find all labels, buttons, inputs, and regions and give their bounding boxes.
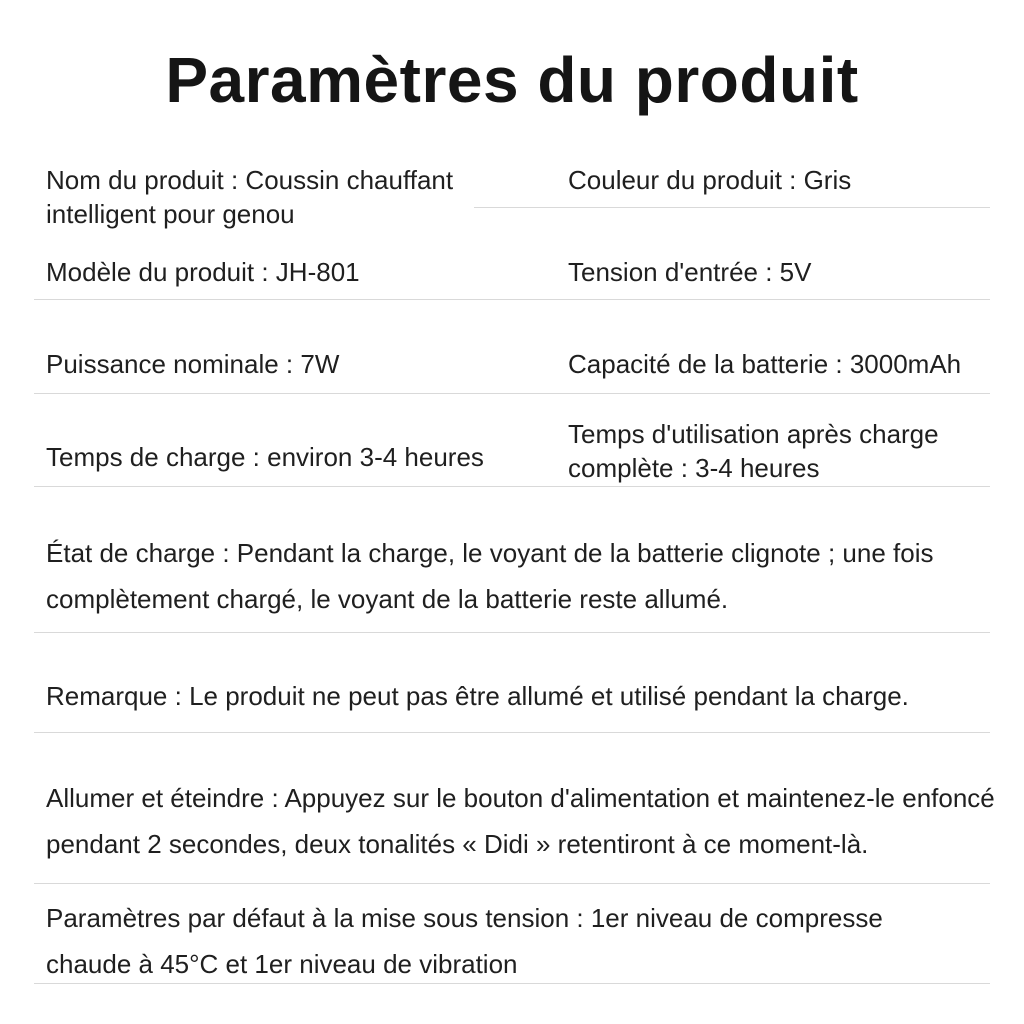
spec-model: Modèle du produit : JH-801 [46, 257, 360, 287]
row-divider [34, 486, 990, 487]
row-divider [34, 883, 990, 884]
spec-product-color: Couleur du produit : Gris [568, 165, 852, 195]
note-default-settings: Paramètres par défaut à la mise sous tension : 1er niveau de compresse chaude à 45°C et 1er niveau de vibration [46, 903, 883, 979]
spec-battery-capacity: Capacité de la batterie : 3000mAh [568, 349, 962, 379]
note-remark: Remarque : Le produit ne peut pas être allumé et utilisé pendant la charge. [46, 681, 909, 711]
spec-usage-time: Temps d'utilisation après charge complète : 3-4 heures [568, 419, 939, 483]
spec-input-voltage: Tension d'entrée : 5V [568, 257, 812, 287]
note-charge-state: État de charge : Pendant la charge, le voyant de la batterie clignote ; une fois complètement chargé, le voyant de la batterie reste allumé. [46, 538, 934, 614]
row-divider [34, 732, 990, 733]
spec-rated-power: Puissance nominale : 7W [46, 349, 340, 379]
spec-charge-time: Temps de charge : environ 3-4 heures [46, 442, 484, 472]
row-divider [34, 393, 990, 394]
row-divider [34, 983, 990, 984]
spec-product-name: Nom du produit : Coussin chauffant intelligent pour genou [46, 165, 454, 229]
row-divider [34, 632, 990, 633]
page-title: Paramètres du produit [165, 44, 859, 116]
row-divider [474, 207, 990, 208]
row-divider [34, 299, 990, 300]
note-power-on-off: Allumer et éteindre : Appuyez sur le bouton d'alimentation et maintenez-le enfoncé pendant 2 secondes, deux tonalités « Didi » retentiront à ce moment-là. [46, 783, 995, 859]
